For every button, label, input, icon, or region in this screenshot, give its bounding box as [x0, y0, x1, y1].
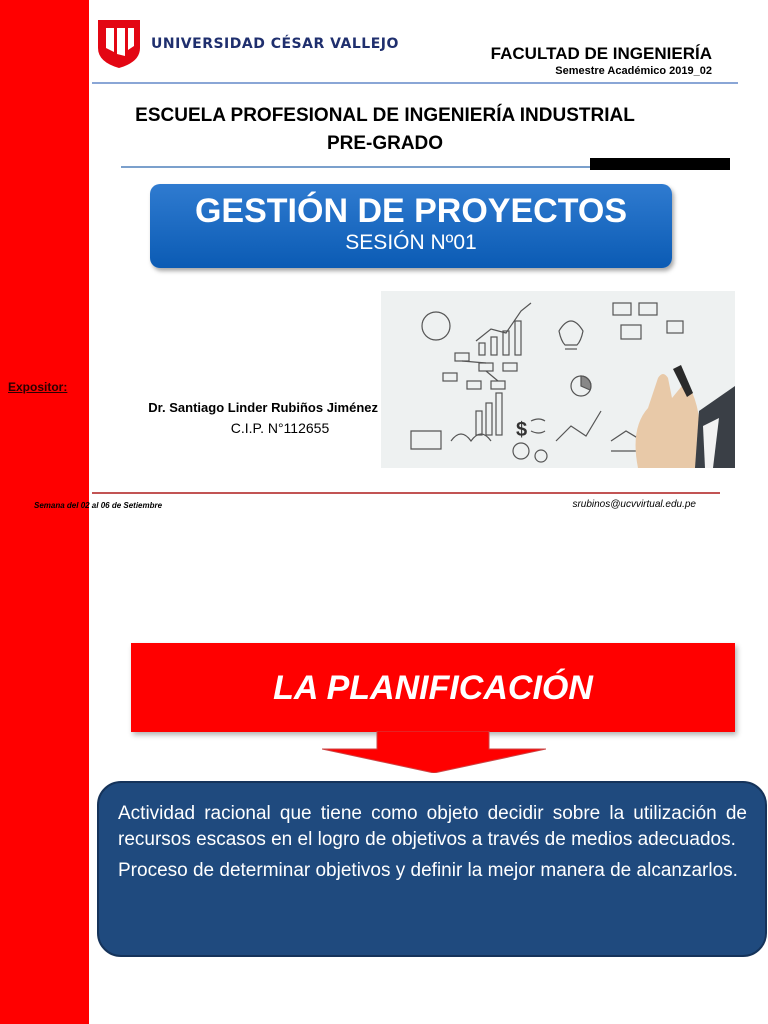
week-label: Semana del 02 al 06 de Setiembre: [34, 501, 163, 510]
school-level: PRE-GRADO: [326, 133, 444, 154]
definition-paragraph-1: Actividad racional que tiene como objeto decidir sobre la utilización de recursos escasos en el logro de objetivos a través de medios adecuados.: [118, 803, 747, 850]
session-label: SESIÓN Nº01: [345, 231, 477, 254]
definition-box: [97, 781, 767, 957]
footer-divider: [92, 492, 720, 494]
school-divider: [121, 166, 591, 168]
presenter-email-link[interactable]: srubinos@ucvvirtual.edu.pe: [572, 499, 696, 510]
presenter-name: Dr. Santiago Linder Rubiños Jiménez: [148, 400, 378, 415]
section-title: LA PLANIFICACIÓN: [273, 669, 593, 707]
business-sketch-photo: [381, 291, 735, 468]
school-title: [125, 102, 645, 158]
header-divider: [92, 82, 738, 84]
semester-label: Semestre Académico 2019_02: [555, 65, 712, 77]
down-arrow-icon: [322, 731, 546, 773]
course-title: GESTIÓN DE PROYECTOS: [194, 192, 627, 230]
definition-paragraph-2: Proceso de determinar objetivos y definir la mejor manera de alcanzarlos.: [118, 860, 738, 881]
presenter-label: Expositor:: [8, 380, 68, 394]
university-name: UNIVERSIDAD CÉSAR VALLEJO: [151, 36, 399, 52]
school-name: ESCUELA PROFESIONAL DE INGENIERÍA INDUSTRIAL: [135, 105, 635, 126]
course-banner: [150, 184, 672, 268]
faculty-title: FACULTAD DE INGENIERÍA: [490, 44, 712, 63]
black-accent-bar: [590, 158, 730, 170]
svg-text:$: $: [516, 419, 528, 441]
university-logo-icon: [96, 18, 142, 70]
sketch-illustration-icon: [381, 291, 735, 468]
presenter-cip: C.I.P. N°112655: [230, 420, 330, 436]
left-red-bar: [0, 0, 89, 1024]
section-title-box: [131, 643, 735, 732]
